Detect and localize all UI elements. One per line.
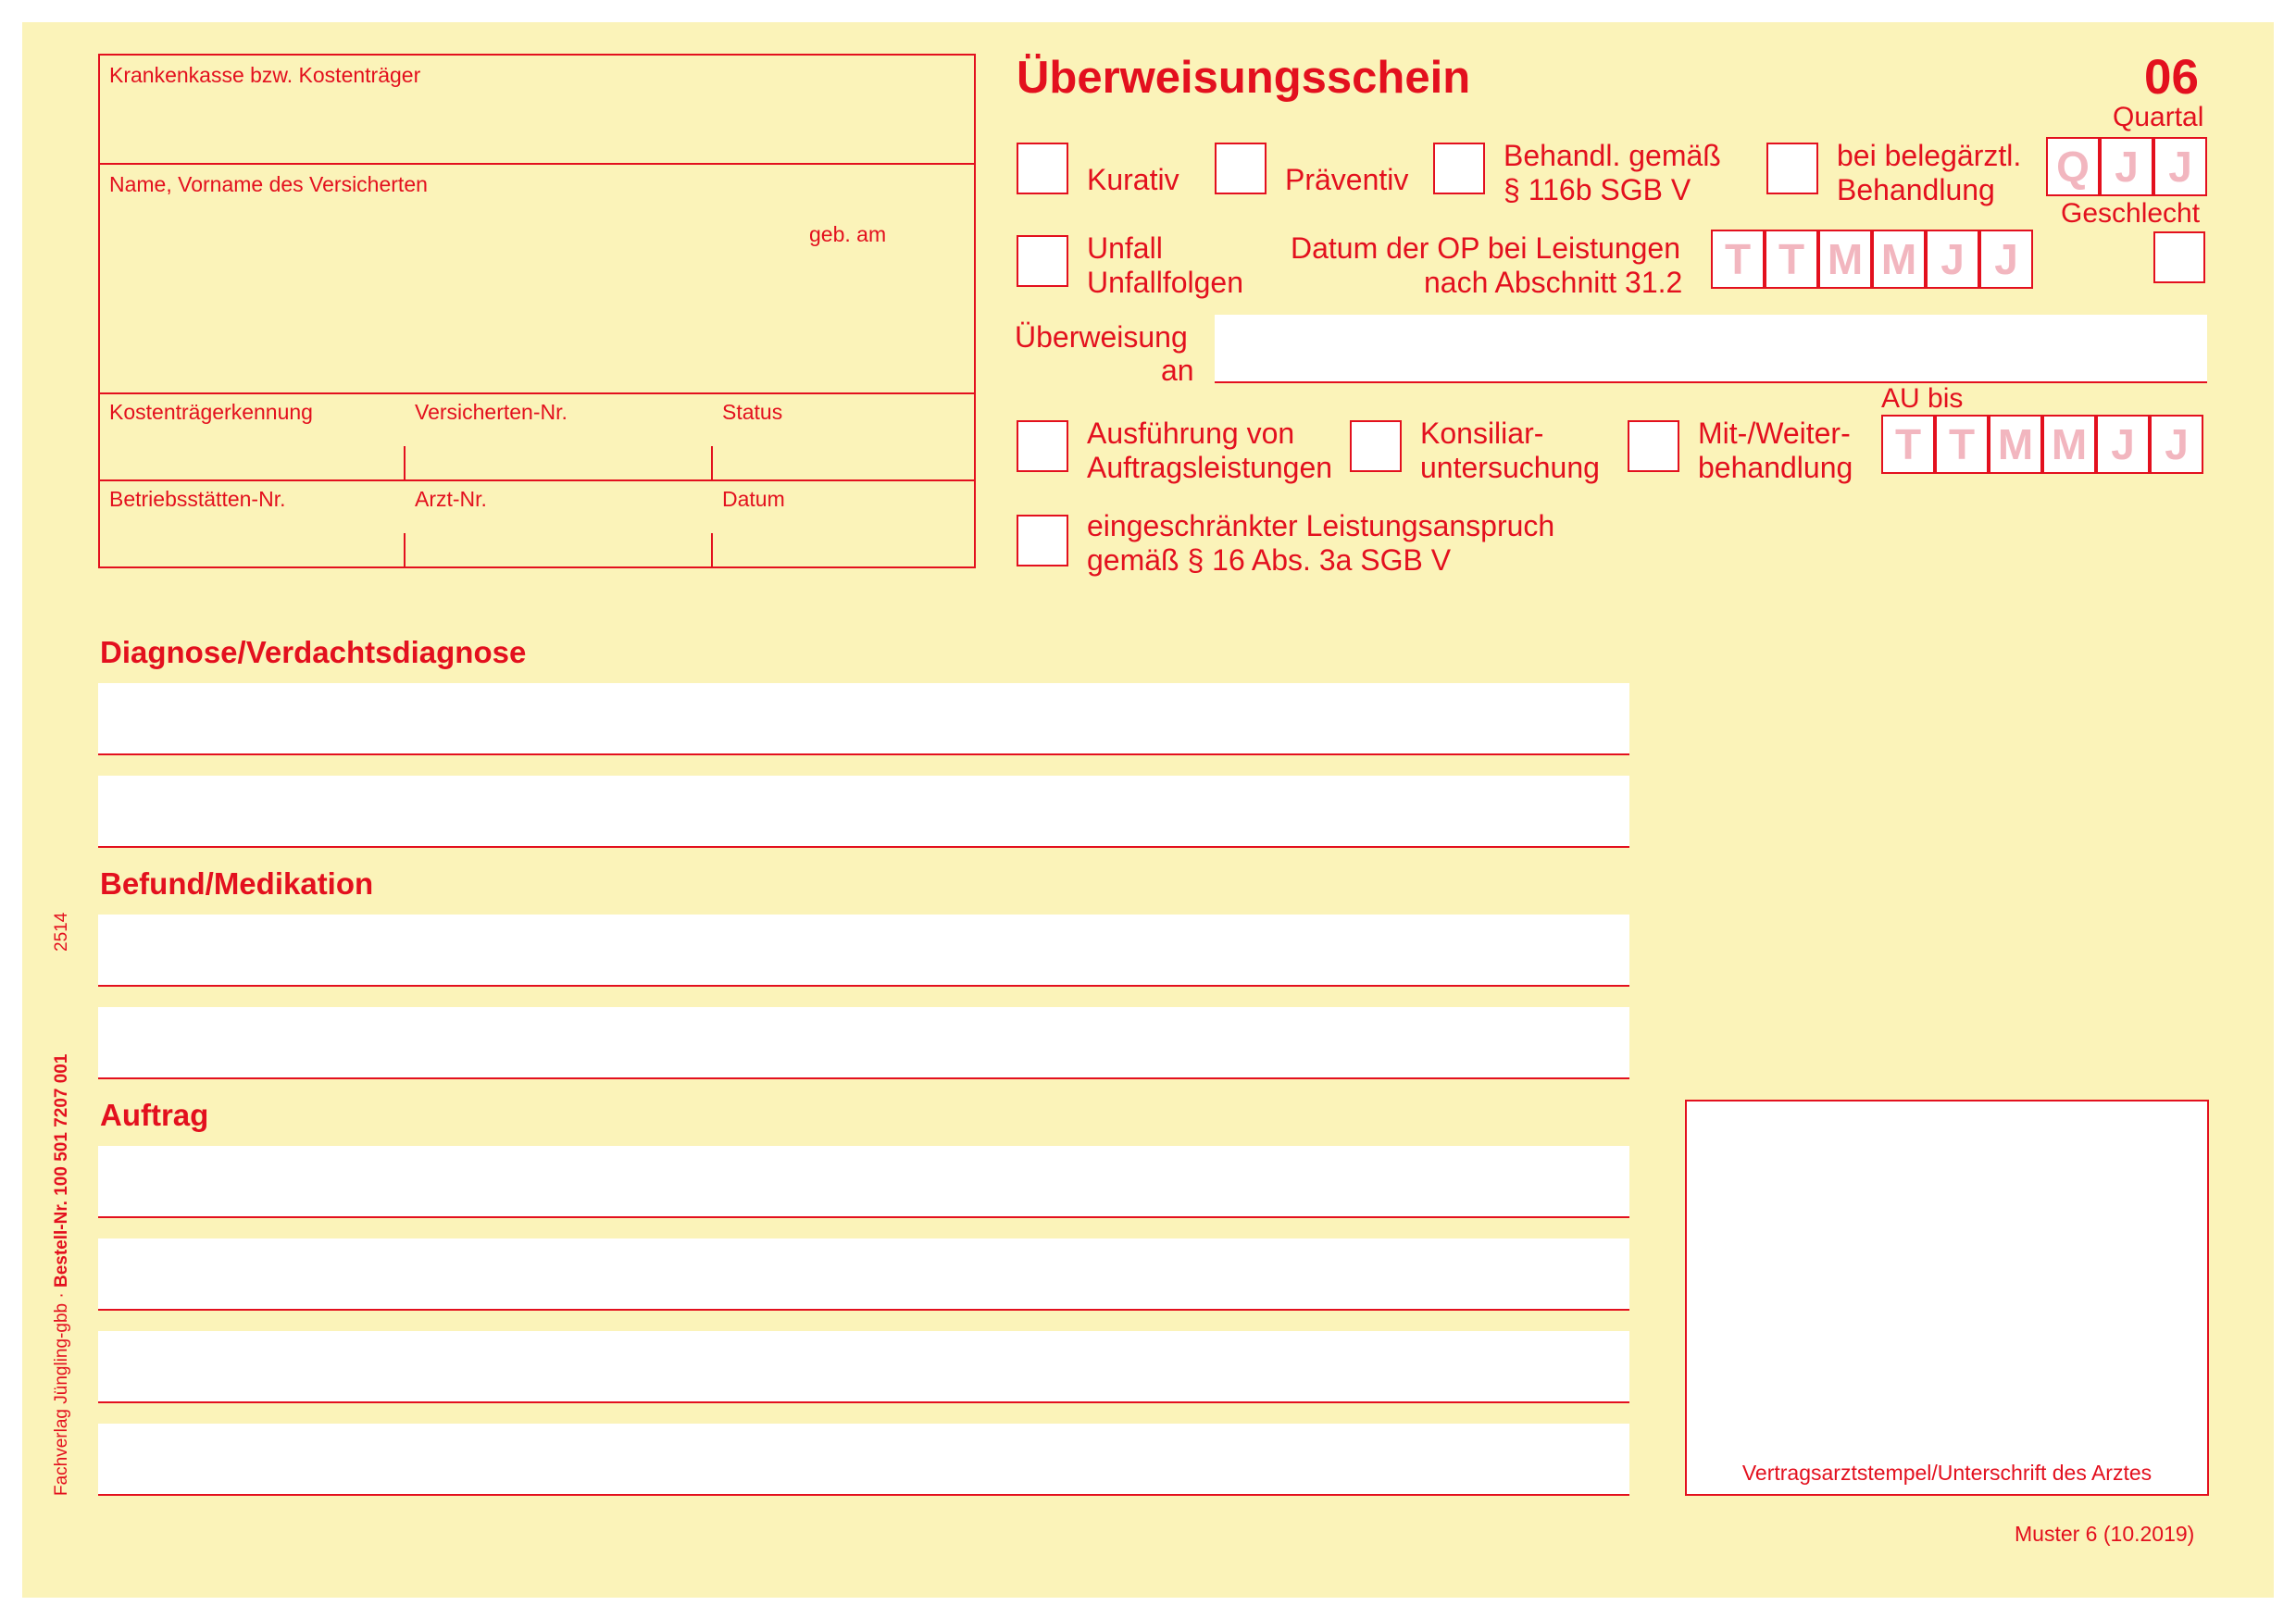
konsil-checkbox[interactable] [1350,420,1402,472]
muster-number: 06 [2144,50,2199,105]
divider [404,446,406,481]
divider [98,392,976,394]
au-date-cell[interactable]: T [1881,415,1935,474]
quarter-cell[interactable]: J [2153,137,2207,196]
stamp-signature-box[interactable] [1685,1100,2209,1496]
au-date-cell[interactable]: M [1989,415,2042,474]
quarter-cell[interactable]: Q [2046,137,2100,196]
publisher-text: Fachverlag Jüngling-gbb · [52,1288,71,1496]
beleg-label-line1: bei belegärztl. [1837,139,2022,172]
quarter-cell[interactable]: J [2100,137,2153,196]
op-date-cell[interactable]: J [1979,230,2033,289]
doctor-no-label: Arzt-Nr. [415,487,487,511]
referral-label-line1: Überweisung [1015,320,1188,354]
praeventiv-checkbox[interactable] [1215,143,1267,194]
order-line[interactable] [98,1146,1629,1218]
gender-label: Geschlecht [2061,198,2201,229]
stamp-label: Vertragsarztstempel/Unterschrift des Arztes [1741,1461,2152,1485]
op-date-cell[interactable]: T [1711,230,1765,289]
findings-line[interactable] [98,915,1629,987]
mit-weiter-label-line1: Mit-/Weiter- [1698,417,1851,450]
mit-weiter-checkbox[interactable] [1628,420,1679,472]
form-title: Überweisungsschein [1017,53,1471,103]
referral-input[interactable] [1215,315,2207,383]
op-date-cell[interactable]: M [1872,230,1926,289]
dob-label: geb. am [809,222,887,246]
divider [711,446,713,481]
op-date-label-line1: Datum der OP bei Leistungen [1291,231,1680,265]
order-heading: Auftrag [100,1098,209,1132]
findings-line[interactable] [98,1007,1629,1079]
insurer-label: Krankenkasse bzw. Kostenträger [109,63,421,87]
op-date-cell[interactable]: M [1818,230,1872,289]
divider [711,533,713,566]
unfall-label-line2: Unfallfolgen [1087,266,1243,299]
restricted-claim-label-line1: eingeschränkter Leistungsanspruch [1087,509,1555,542]
diagnosis-heading: Diagnose/Verdachtsdiagnose [100,635,527,669]
mit-weiter-label-line2: behandlung [1698,451,1853,484]
au-date-cell[interactable]: M [2042,415,2096,474]
diagnosis-line[interactable] [98,776,1629,848]
beleg-label-line2: Behandlung [1837,173,1995,206]
op-date-cell[interactable]: J [1926,230,1979,289]
behandl-116b-label-line1: Behandl. gemäß [1504,139,1721,172]
konsil-label-line2: untersuchung [1420,451,1600,484]
au-date-cell[interactable]: J [2096,415,2150,474]
au-date-cell[interactable]: T [1935,415,1989,474]
restricted-claim-checkbox[interactable] [1017,515,1068,566]
divider [98,479,976,481]
order-line[interactable] [98,1424,1629,1496]
divider [98,163,976,165]
quarter-label: Quartal [2113,102,2204,132]
unfall-checkbox[interactable] [1017,235,1068,287]
konsil-label-line1: Konsiliar- [1420,417,1544,450]
au-label: AU bis [1881,383,1964,414]
beleg-checkbox[interactable] [1766,143,1818,194]
date-label: Datum [722,487,785,511]
op-date-cell[interactable]: T [1765,230,1818,289]
kurativ-label: Kurativ [1087,163,1179,196]
auftrag-label-line2: Auftragsleistungen [1087,451,1333,484]
restricted-claim-label-line2: gemäß § 16 Abs. 3a SGB V [1087,543,1452,577]
op-date-label-line2: nach Abschnitt 31.2 [1424,266,1683,299]
behandl-116b-label-line2: § 116b SGB V [1504,173,1691,206]
diagnosis-line[interactable] [98,683,1629,755]
gender-field[interactable] [2153,231,2205,283]
publisher-order-text [52,1054,72,1496]
payer-id-label: Kostenträgerkennung [109,400,313,424]
unfall-label-line1: Unfall [1087,231,1163,265]
order-line[interactable] [98,1331,1629,1403]
site-no-label: Betriebsstätten-Nr. [109,487,286,511]
order-number-text: Bestell-Nr. 100 501 7207 001 [52,1053,71,1288]
order-line[interactable] [98,1238,1629,1311]
print-code-text: 2514 [52,912,71,952]
findings-heading: Befund/Medikation [100,866,374,901]
referral-label-line2: an [1161,354,1194,387]
kurativ-checkbox[interactable] [1017,143,1068,194]
auftrag-checkbox[interactable] [1017,420,1068,472]
form-version: Muster 6 (10.2019) [2015,1522,2195,1546]
praeventiv-label: Präventiv [1285,163,1409,196]
insured-no-label: Versicherten-Nr. [415,400,568,424]
status-label: Status [722,400,783,424]
behandl-116b-checkbox[interactable] [1433,143,1485,194]
au-date-cell[interactable]: J [2150,415,2203,474]
divider [404,533,406,566]
name-label: Name, Vorname des Versicherten [109,172,428,196]
auftrag-label-line1: Ausführung von [1087,417,1295,450]
